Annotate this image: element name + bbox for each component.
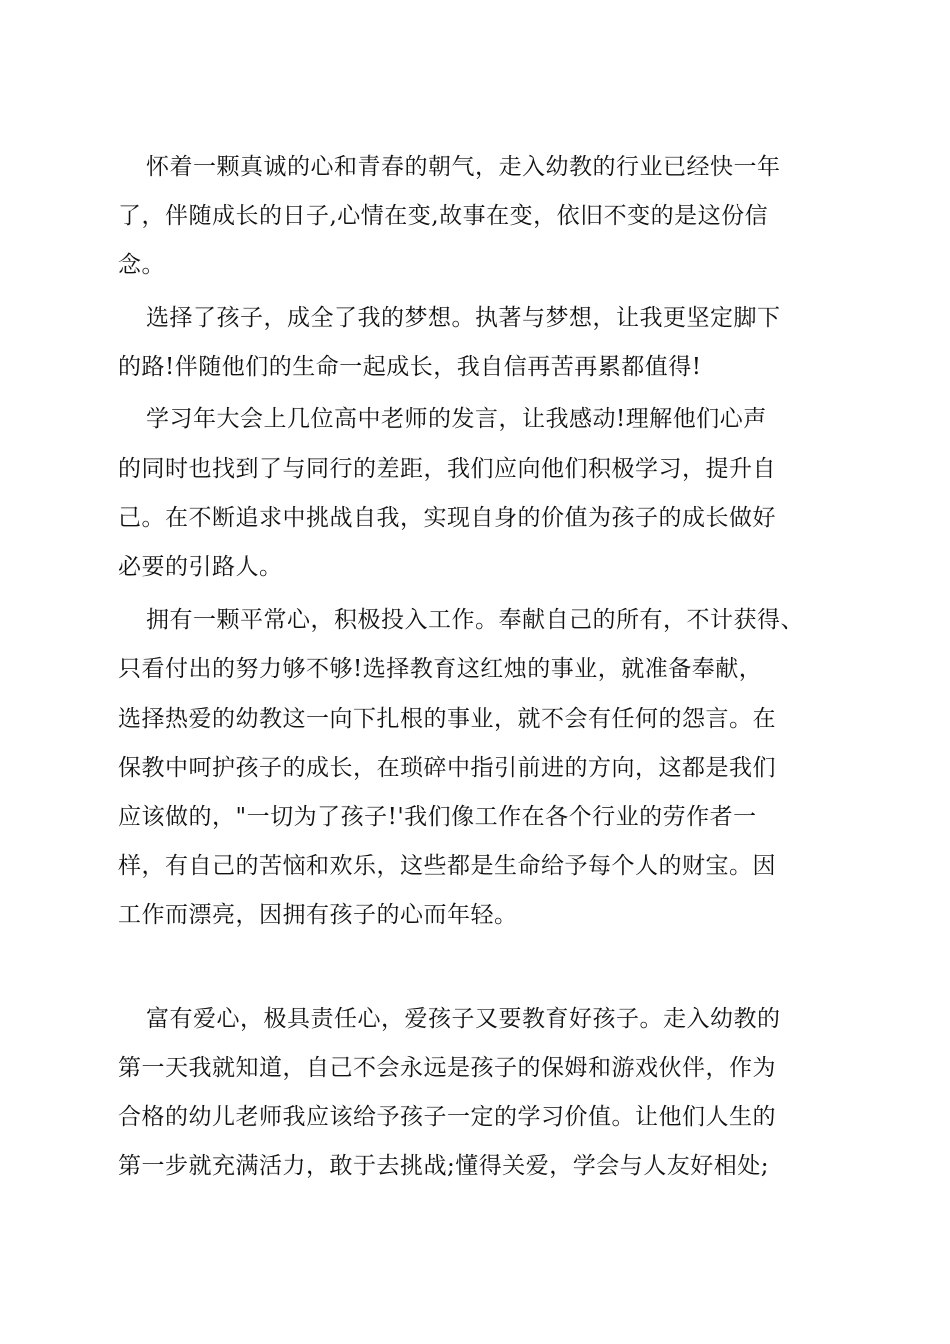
paragraph-4-line-5: 应该做的，"一切为了孩子!'我们像工作在各个行业的劳作者一 bbox=[118, 804, 757, 830]
paragraph-4-line-2: 只看付出的努力够不够!选择教育这红烛的事业，就准备奉献， bbox=[118, 656, 763, 682]
paragraph-2-line-1: 选择了孩子，成全了我的梦想。执著与梦想，让我更坚定脚下 bbox=[146, 305, 781, 331]
paragraph-5-line-2: 第一天我就知道，自己不会永远是孩子的保姆和游戏伙伴，作为 bbox=[118, 1055, 776, 1081]
paragraph-4-line-7: 工作而漂亮，因拥有孩子的心而年轻。 bbox=[118, 902, 518, 928]
paragraph-1-line-1: 怀着一颗真诚的心和青春的朝气，走入幼教的行业已经快一年 bbox=[146, 154, 781, 180]
paragraph-1-line-2: 了，伴随成长的日子,心情在变,故事在变，依旧不变的是这份信 bbox=[118, 203, 769, 229]
paragraph-5-line-3: 合格的幼儿老师我应该给予孩子一定的学习价值。让他们人生的 bbox=[118, 1104, 776, 1130]
paragraph-1-line-3: 念。 bbox=[118, 252, 165, 278]
paragraph-4-line-6: 样，有自己的苦恼和欢乐，这些都是生命给予每个人的财宝。因 bbox=[118, 853, 776, 879]
paragraph-3-line-1: 学习年大会上几位高中老师的发言，让我感动!理解他们心声 bbox=[146, 406, 767, 432]
paragraph-4-line-3: 选择热爱的幼教这一向下扎根的事业，就不会有任何的怨言。在 bbox=[118, 706, 776, 732]
paragraph-3-line-3: 己。在不断追求中挑战自我，实现自身的价值为孩子的成长做好 bbox=[118, 505, 776, 531]
paragraph-3-line-4: 必要的引路人。 bbox=[118, 554, 283, 580]
paragraph-4-line-1: 拥有一颗平常心，积极投入工作。奉献自己的所有，不计获得、 bbox=[146, 607, 804, 633]
paragraph-5-line-1: 富有爱心，极具责任心，爱孩子又要教育好孩子。走入幼教的 bbox=[146, 1006, 781, 1032]
paragraph-4-line-4: 保教中呵护孩子的成长，在琐碎中指引前进的方向，这都是我们 bbox=[118, 755, 776, 781]
paragraph-3-line-2: 的同时也找到了与同行的差距，我们应向他们积极学习，提升自 bbox=[118, 456, 776, 482]
paragraph-5-line-4: 第一步就充满活力，敢于去挑战;懂得关爱，学会与人友好相处; bbox=[118, 1153, 769, 1179]
paragraph-2-line-2: 的路!伴随他们的生命一起成长，我自信再苦再累都值得! bbox=[118, 354, 702, 380]
